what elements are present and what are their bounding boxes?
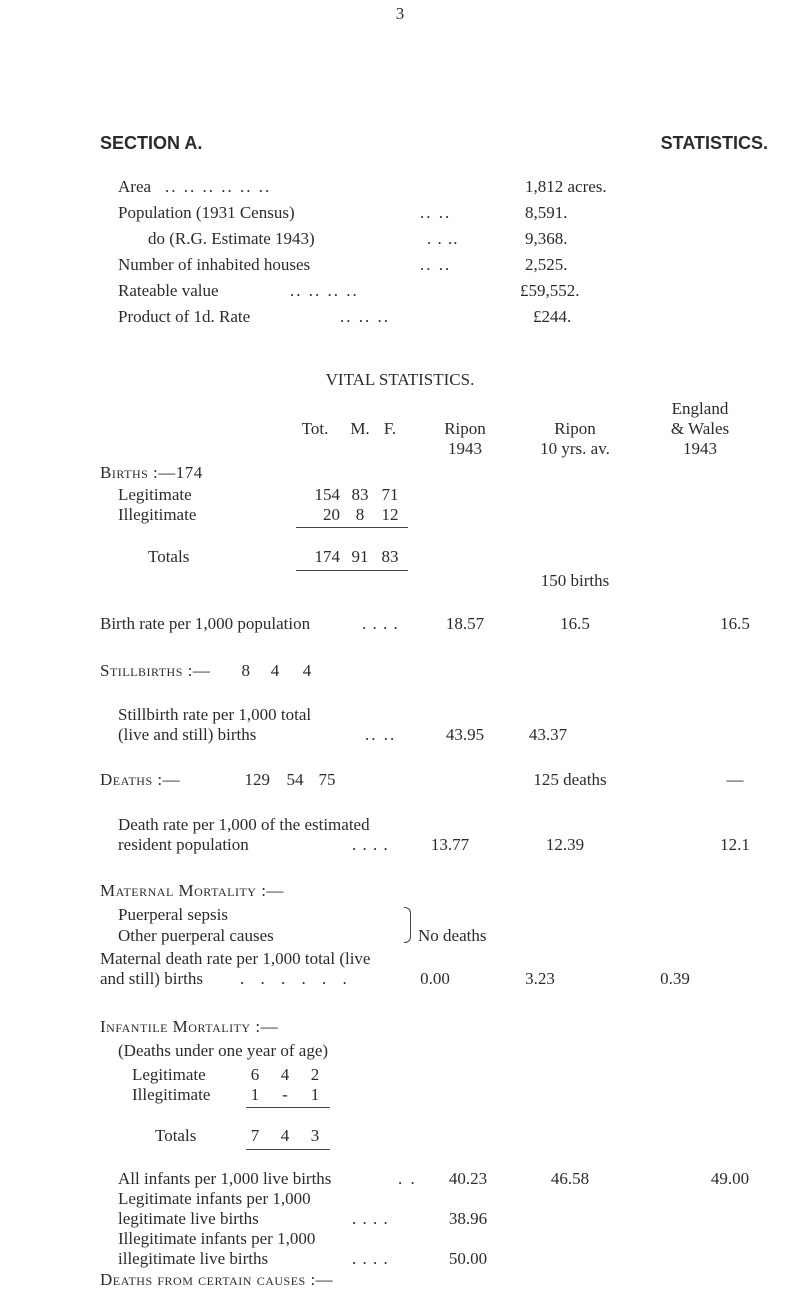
infant-illegitimate-m: -: [282, 1085, 288, 1104]
stillbirths-m: 4: [270, 661, 280, 680]
death-rate-label-2: resident population: [118, 835, 249, 854]
col-m: M.: [350, 419, 370, 438]
area-value: 1,812 acres.: [525, 177, 607, 196]
births-totals-tot: 174: [314, 547, 340, 566]
vital-statistics-title: VITAL STATISTICS.: [325, 370, 475, 389]
col-f: F.: [383, 419, 397, 438]
all-infants-label: All infants per 1,000 live births: [118, 1169, 332, 1188]
population-census-value: 8,591.: [525, 203, 568, 222]
stillbirths-f: 4: [302, 661, 312, 680]
inhabited-houses-dots: .. ..: [420, 255, 452, 274]
stillbirth-rate-label-1: Stillbirth rate per 1,000 total: [118, 705, 312, 724]
maternal-rate-label-1: Maternal death rate per 1,000 total (live: [100, 949, 371, 968]
births-illegitimate-tot: 20: [323, 505, 340, 524]
rateable-value-value: £59,552.: [520, 281, 580, 300]
infant-illegitimate-f: 1: [310, 1085, 320, 1104]
col-wales: & Wales: [670, 419, 730, 438]
stillbirth-rate-label-2: (live and still) births: [118, 725, 257, 744]
col-tot: Tot.: [301, 419, 329, 438]
births-heading: Births :—174: [100, 463, 203, 482]
birth-rate-label: Birth rate per 1,000 population: [100, 614, 311, 633]
infant-totals-label: Totals: [155, 1126, 197, 1145]
page-number: 3: [395, 4, 405, 23]
col-england: England: [671, 399, 729, 418]
inhabited-houses-value: 2,525.: [525, 255, 568, 274]
birth-rate-england: 16.5: [720, 614, 750, 633]
infant-totals-f: 3: [310, 1126, 320, 1145]
illeg-infants-ripon: 50.00: [448, 1249, 488, 1268]
all-infants-dots: . .: [398, 1169, 417, 1188]
maternal-rate-dots: . . . . . .: [240, 969, 353, 988]
rateable-value-label: Rateable value: [118, 281, 219, 300]
area-label: Area: [118, 177, 152, 196]
illeg-infants-label-2: illegitimate live births: [118, 1249, 269, 1268]
death-rate-dots: . . . .: [352, 835, 389, 854]
puerperal-sepsis-label: Puerperal sepsis: [118, 905, 229, 924]
stillbirth-rate-avg: 43.37: [528, 725, 568, 744]
births-totals-m: 91: [351, 547, 369, 566]
illeg-infants-dots: . . . .: [352, 1249, 389, 1268]
infant-illegitimate-tot: 1: [250, 1085, 260, 1104]
birth-rate-avg: 16.5: [560, 614, 590, 633]
infant-legitimate-tot: 6: [250, 1065, 260, 1084]
legit-infants-dots: . . . .: [352, 1209, 389, 1228]
infantile-mortality-heading: Infantile Mortality :—: [100, 1017, 279, 1036]
all-infants-ripon: 40.23: [448, 1169, 488, 1188]
births-legitimate-label: Legitimate: [118, 485, 192, 504]
col-ripon-avg-period: 10 yrs. av.: [540, 439, 610, 458]
maternal-no-deaths: No deaths: [418, 926, 487, 945]
deaths-m: 54: [286, 770, 304, 789]
maternal-brace: [404, 907, 411, 943]
births-rule-bottom: [296, 570, 408, 571]
births-legitimate-f: 71: [381, 485, 399, 504]
births-legitimate-tot: 154: [314, 485, 340, 504]
inhabited-houses-label: Number of inhabited houses: [118, 255, 311, 274]
stillbirths-heading: Stillbirths :—: [100, 661, 211, 680]
stillbirth-rate-dots: .. ..: [365, 725, 397, 744]
col-ripon-1943: Ripon: [444, 419, 486, 438]
maternal-rate-england: 0.39: [660, 969, 690, 988]
birth-rate-ripon: 18.57: [445, 614, 485, 633]
death-rate-avg: 12.39: [545, 835, 585, 854]
births-illegitimate-f: 12: [381, 505, 399, 524]
births-illegitimate-label: Illegitimate: [118, 505, 197, 524]
birth-rate-dots: . . . .: [362, 614, 399, 633]
legit-infants-ripon: 38.96: [448, 1209, 488, 1228]
births-totals-label: Totals: [148, 547, 190, 566]
maternal-rate-ripon: 0.00: [420, 969, 450, 988]
births-rule-top: [296, 527, 408, 528]
births-avg-note: 150 births: [540, 571, 610, 590]
infant-illegitimate-label: Illegitimate: [132, 1085, 211, 1104]
col-england-year: 1943: [683, 439, 717, 458]
infant-totals-tot: 7: [250, 1126, 260, 1145]
infantile-subheading: (Deaths under one year of age): [118, 1041, 329, 1060]
deaths-england: —: [726, 770, 744, 789]
stillbirths-tot: 8: [241, 661, 250, 680]
population-estimate-dots: . . ..: [427, 229, 459, 248]
population-census-dots: .. ..: [420, 203, 452, 222]
all-infants-england: 49.00: [710, 1169, 750, 1188]
other-puerperal-label: Other puerperal causes: [118, 926, 274, 945]
infant-legitimate-f: 2: [310, 1065, 320, 1084]
deaths-tot: 129: [244, 770, 270, 789]
infant-legitimate-m: 4: [280, 1065, 290, 1084]
infant-legitimate-label: Legitimate: [132, 1065, 206, 1084]
deaths-heading: Deaths :—: [100, 770, 181, 789]
death-rate-ripon: 13.77: [430, 835, 470, 854]
deaths-avg: 125 deaths: [533, 770, 607, 789]
rate-product-value: £244.: [533, 307, 572, 326]
population-estimate-value: 9,368.: [525, 229, 568, 248]
infant-rule-top: [246, 1107, 330, 1108]
population-estimate-label: do (R.G. Estimate 1943): [148, 229, 315, 248]
section-title: STATISTICS.: [660, 133, 768, 153]
illeg-infants-label-1: Illegitimate infants per 1,000: [118, 1229, 316, 1248]
legit-infants-label-1: Legitimate infants per 1,000: [118, 1189, 311, 1208]
all-infants-avg: 46.58: [550, 1169, 590, 1188]
infant-totals-m: 4: [280, 1126, 290, 1145]
births-illegitimate-m: 8: [355, 505, 365, 524]
certain-causes-heading: Deaths from certain causes :—: [100, 1270, 334, 1289]
births-totals-f: 83: [381, 547, 399, 566]
section-heading: SECTION A.: [100, 133, 203, 153]
births-legitimate-m: 83: [351, 485, 369, 504]
col-ripon-avg: Ripon: [554, 419, 596, 438]
maternal-mortality-heading: Maternal Mortality :—: [100, 881, 284, 900]
death-rate-england: 12.1: [720, 835, 750, 854]
death-rate-label-1: Death rate per 1,000 of the estimated: [118, 815, 370, 834]
rate-product-dots: .. .. ..: [340, 307, 390, 326]
col-ripon-1943-year: 1943: [448, 439, 482, 458]
population-census-label: Population (1931 Census): [118, 203, 295, 222]
rateable-value-dots: .. .. .. ..: [290, 281, 359, 300]
maternal-rate-label-2: and still) births: [100, 969, 203, 988]
stillbirth-rate-ripon: 43.95: [445, 725, 485, 744]
legit-infants-label-2: legitimate live births: [118, 1209, 259, 1228]
maternal-rate-avg: 3.23: [525, 969, 555, 988]
infant-rule-bottom: [246, 1149, 330, 1150]
area-dots: .. .. .. .. .. ..: [165, 177, 272, 196]
deaths-f: 75: [318, 770, 336, 789]
rate-product-label: Product of 1d. Rate: [118, 307, 251, 326]
